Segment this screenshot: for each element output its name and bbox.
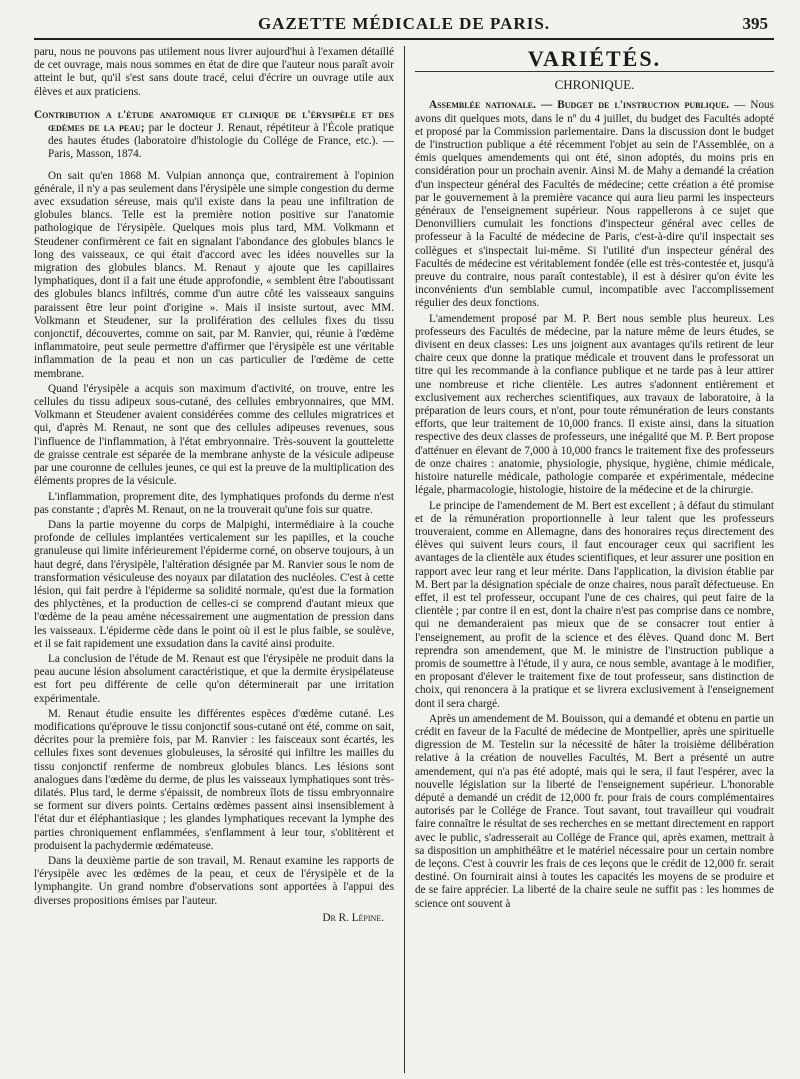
header-rule: [34, 38, 774, 40]
lead-heading: Assemblée nationale. — Budget de l'instruction publique.: [429, 99, 730, 112]
right-column: [404, 46, 774, 1073]
page-header: [34, 0, 774, 42]
page-number: 395: [742, 14, 768, 33]
body-paragraph: Quand l'érysipèle a acquis son maximum d'activité, on trouve, entre les cellules du tissu adipeux sous-cutané, des cellules embryonnaires, que MM. Volkmann et Steudener avaient considérées comme des cellules migratrices et qui, d'après M. Renaut, ne sont que des cellules adipeuses revenues, sous l'influence de l'inflammation, à l'état embryonnaire. Très-souvent la gouttelette de graisse centrale est séparée de la membrane anhyste de la vésicule adipeuse par une couronne de cellules jeunes, ce qui est la preuve de la multiplication des éléments propres de la vésicule.: [34, 382, 394, 488]
columns: [34, 46, 774, 1073]
body-paragraph: L'inflammation, proprement dite, des lymphatiques profonds du derme n'est pas constante ; d'après M. Renaut, on ne la trouverait qu'une fois sur quatre.: [34, 490, 394, 516]
work-details: par le docteur J. Renaut, répétiteur à l'École pratique des hautes études (laboratoire d'histologie du Collége de France, etc.). — Paris, Masson, 1874.: [48, 122, 394, 161]
journal-title: GAZETTE MÉDICALE DE PARIS.: [257, 14, 551, 33]
body-paragraph: La conclusion de l'étude de M. Renaut est que l'érysipèle ne produit dans la peau aucune lésion absolument caractéristique, et que la dermite érysipélateuse est fort peu différente de celle qu'on déterminerait par une irritation expérimentale.: [34, 652, 394, 705]
body-paragraph: Dans la deuxième partie de son travail, M. Renaut examine les rapports de l'érysipèle avec les œdèmes de la peau, et ceux de l'érysipèle et de la lymphangite. Un grand nombre d'observations sont apportées à l'appui des diverses propositions émises par l'auteur.: [34, 854, 394, 907]
left-column: [34, 46, 404, 1073]
lead-paragraph: [415, 99, 774, 310]
body-paragraph: M. Renaut étudie ensuite les différentes espèces d'œdème cutané. Les modifications qu'éprouve le tissu conjonctif sous-cutané ont été, comme on sait, décrites pour la première fois, par M. Ranvier : les faisceaux sont écartés, les cellules fixes sont devenues globuleuses, la sérosité qui infiltre les mailles du tissu conjonctif renferme de nombreux globules blancs. Les lésions sont analogues dans l'œdème du derme, de plus les vaisseaux lymphatiques sont très-dilatés. Plus tard, le derme s'épaissit, de nombreux îlots de tissu embryonnaire se forment sur divers points. Certains œdèmes passent ainsi insensiblement à l'état dur et éléphantiasique ; les glandes lymphatiques recevant la lymphe des parties chroniquement enflammées, s'enflamment à leur tour, s'oblitèrent et produisent la pachydermie œdémateuse.: [34, 707, 394, 852]
body-paragraph: On sait qu'en 1868 M. Vulpian annonça que, contrairement à l'opinion générale, il n'y a pas seulement dans l'érysipèle une simple congestion du derme avec exsudation séreuse, mais qu'il existe dans la peau une infiltration de globules blancs. Telle est la première notion positive sur l'anatomie pathologique de l'érysipèle. Quelques mois plus tard, MM. Volkmann et Steudener confirmèrent ce fait en signalant l'abondance des globules blancs le long des vaisseaux, ce qui était d'accord avec les idées nouvelles sur la migration des globules blancs. M. Renaut y ajoute que les capillaires lymphatiques, dont il a fait une étude approfondie, « semblent être l'aboutissant des globules blancs infiltrés, comme d'un autre côté les vaisseaux sanguins paraissent être leur point d'origine ». Mais il insiste surtout, avec MM. Volkmann et Steudener, sur la prolifération des cellules fixes du tissu conjonctif, découvertes, comme on sait, par M. Ranvier, qui, réunie à l'œdème inflammatoire, peut seule permettre d'affirmer que l'érysipèle est une véritable inflammation de la peau et non un cas particulier de l'œdème de cette membrane.: [34, 169, 394, 380]
intro-paragraph: paru, nous ne pouvons pas utilement nous livrer aujourd'hui à l'examen détaillé de cet ouvrage, mais nous sommes en état de dire que l'auteur nous paraît avoir atteint le but, qu'il s'est sans doute tracé, celui d'écrire un ouvrage utile aux élèves et aux praticiens.: [34, 46, 394, 98]
body-paragraph: L'amendement proposé par M. P. Bert nous semble plus heureux. Les professeurs des Facultés de médecine, par la nature même de leurs études, se divisent en deux classes: Les uns joignent aux avantages qu'ils retirent de leur chaire ceux que donne la pratique médicale et trouvent dans le professorat un titre qui les recommande à la confiance publique et ne tarde pas à leur attirer une nombreuse et riche clientèle. Les autres s'adonnent entièrement et exclusivement aux recherches scientifiques, aux travaux de laboratoire, à la préparation de leurs cours, et n'ont, pour toute rémunération de leurs constants efforts, que leur traitement de 10,000 francs. Il existe ainsi, dans la situation respective des deux classes de professeurs, une inégalité que M. P. Bert propose d'atténuer en élevant de 7,000 à 10,000 francs le traitement fixe des professeurs de onze chaires : anatomie, physiologie, physique, hygiène, chimie médicale, histoire naturelle médicale, pathologie comparée et expérimentale, médecine légale, pharmacologie, histologie, histoire de la médecine et de la chirurgie.: [415, 312, 774, 497]
body-paragraph: Après un amendement de M. Bouisson, qui a demandé et obtenu en partie un crédit en faveur de la Faculté de médecine de Montpellier, après une spirituelle digression de M. Testelin sur la nécessité de hâter la troisième délibération relative à la création de nouvelles Facultés, M. Bert a présenté un autre amendement, qui n'a pas été adopté, mais qui le sera, il faut l'espérer, avec la nouvelle législation sur la liberté de l'enseignement supérieur. L'honorable député a demandé un crédit de 12,000 fr. pour frais de cours complémentaires autorisés par le Collége de France. Tout savant, tout travailleur qui voudrait faire connaître le résultat de ses recherches en se mettant directement en rapport avec le public, s'adresserait au Collége de France qui, après examen, mettrait à sa disposition un amphithéâtre et le matériel nécessaire pour un certain nombre de leçons. C'est à couvrir les frais de ces leçons que le crédit de 12,000 fr. serait destiné. On fournirait ainsi à toutes les capacités les moyens de se produire et de se faire apprécier. La liberté de la chaire seule ne suffit pas : les hommes de science ont souvent à: [415, 712, 774, 910]
work-reference: [34, 109, 394, 162]
body-paragraph: Dans la partie moyenne du corps de Malpighi, intermédiaire à la couche profonde de cellules implantées verticalement sur les papilles, et la couche granuleuse qui limite inférieurement l'épiderme corné, on observe toujours, à un haut degré, dans l'érysipèle, l'altération désignée par M. Ranvier sous le nom de transformation vésiculeuse des noyaux par dilatation des nucléoles. C'est à cette lésion, qui fait perdre à l'épiderme sa solidité normale, qu'est due la formation des phlyctènes, et la production de celles-ci se comprend d'autant mieux que l'œdème de la peau amène nécessairement une augmentation de pression dans les vaisseaux. L'épiderme cède dans le point où il est le plus faible, se soulève, et il se fait rapidement une exsudation dans la cavité ainsi produite.: [34, 518, 394, 650]
body-paragraph: Le principe de l'amendement de M. Bert est excellent ; à défaut du stimulant et de la rémunération proportionnelle à leur talent que les professeurs trouveraient, comme en Allemagne, dans des honoraires reçus directement des élèves qui suivent leurs cours, il faut encourager ceux qui sacrifient les avantages de la clientèle aux études scientifiques, et leur assurer une position en rapport avec leur rang et leur mérite. Dans l'application, la division établie par M. Bert par la désignation spéciale de onze chaires, nous paraît défectueuse. En effet, il est tel professeur, occupant l'une de ces chaires, qui peut faire de la clientèle ; par contre il en est, dont la chaire n'est pas comprise dans ce nombre, qui ne demanderaient pas mieux que de se consacrer tout entier à l'enseignement, au profit de la science et des élèves. Quand donc M. Bert reprendra son amendement, que M. le ministre de l'instruction publique a promis de soumettre à l'étude, il y aura, ce nous semble, avantage à le modifier, en proposant d'élever le traitement fixe de tout professeur, sans distinction de choix, qui renoncera à la pratique et se livrera exclusivement à l'enseignement dont il sera chargé.: [415, 499, 774, 710]
section-title: VARIÉTÉS.: [415, 52, 774, 72]
lead-text: — Nous avons dit quelques mots, dans le nº du 4 juillet, du budget des Facultés adopté et proposé par la Commission parlementaire. Dans la discussion dont le budget de l'instruction publique a été récemment l'objet au sein de l'Assemblée, on a émis quelques amendements qui ont été, sinon adoptés, du moins pris en considération pour un prochain avenir. Ainsi M. de Mahy a demandé la création d'un inspecteur général des Facultés de médecine; cette création a été promise par le gouvernement à la première vacance qui aura lieu parmi les inspecteurs généraux de l'enseignement supérieur. Nous rappellerons à ce sujet que Denonvilliers cumulait les fonctions d'inspecteur général avec celles de professeur à la Faculté de médecine de Paris, c'est-à-dire qu'il inspectait ses collègues et s'inspectait lui-même. Si l'utilité d'un inspecteur général des Facultés de médecine est véritablement fondée (elle est très-contestée et, jusqu'à preuve du contraire, nous paraît contestable), il est à désirer qu'on évite les inconvénients d'un semblable cumul, incompatible avec l'accomplissement régulier des deux fonctions.: [415, 99, 774, 310]
author-signature: Dr R. Lépine.: [322, 911, 384, 924]
work-title: Contribution a l'étude anatomique et clinique de l'érysipèle et des œdèmes de la peau;: [34, 108, 394, 135]
subsection-title: CHRONIQUE.: [554, 77, 635, 93]
